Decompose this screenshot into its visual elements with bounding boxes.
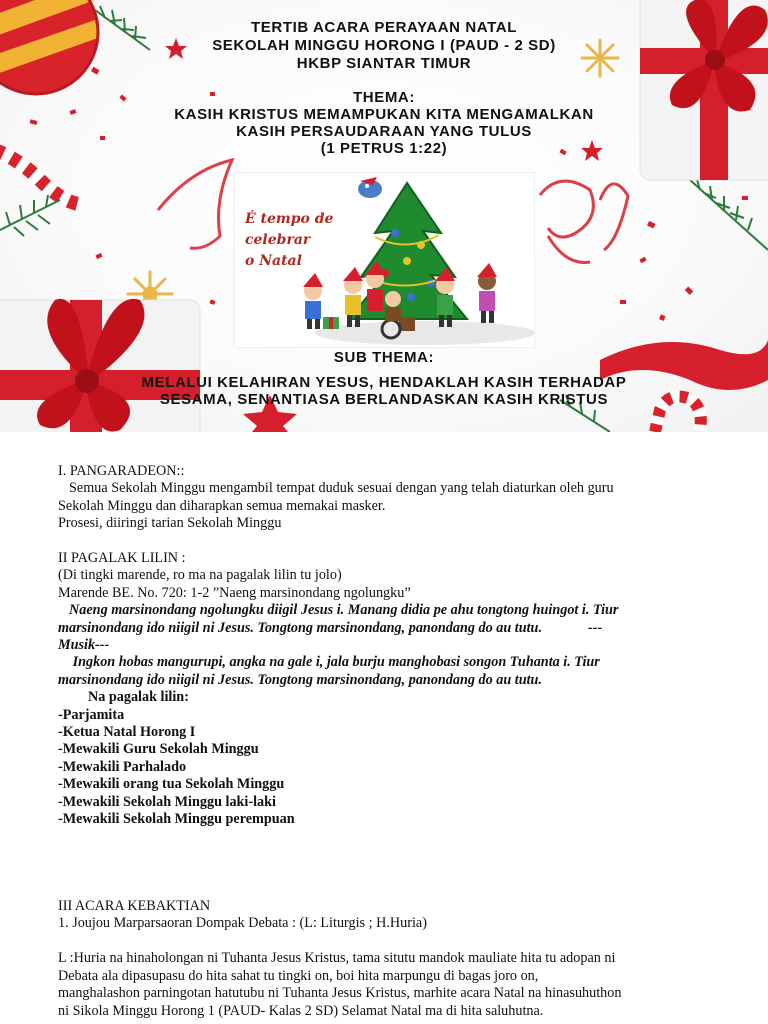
lighter-item: -Ketua Natal Horong I [58, 724, 196, 741]
thema-label: THEMA: [353, 89, 415, 106]
bullet-icon [58, 654, 69, 670]
thema-line-1: KASIH KRISTUS MEMAMPUKAN KITA MENGAMALKAN [174, 106, 594, 123]
bird-icon [358, 177, 382, 198]
christmas-tree-kids-illustration [235, 173, 534, 347]
verse-1-line-1: Naeng marsinondang ngolungku diigil Jesus i. Manang didia pe ahu tongtong huingot i. Tiur [58, 602, 608, 619]
section-1-line-1: Semua Sekolah Minggu mengambil tempat duduk sesuai dengan yang telah diaturkan oleh guru [58, 480, 603, 497]
title-line-3: HKBP SIANTAR TIMUR [296, 55, 472, 72]
section-2-hymn: Marende BE. No. 720: 1-2 ”Naeng marsinondang ngolungku” [58, 584, 411, 601]
lighter-item: -Mewakili Sekolah Minggu perempuan [58, 811, 295, 828]
sub-thema-line-1: MELALUI KELAHIRAN YESUS, HENDAKLAH KASIH TERHADAP [141, 374, 627, 391]
verse-2-line-1: Ingkon hobas mangurupi, angka na gale i, jala burju manghobasi songon Tuhanta i. Tiur [58, 654, 586, 671]
kid-figure-icon [303, 273, 323, 329]
kid-figure-icon [477, 263, 497, 323]
bullet-icon [58, 480, 69, 496]
document-body [58, 463, 718, 1020]
gift-box-icon [323, 317, 339, 329]
card-caption-line-3: o Natal [245, 253, 302, 269]
title-line-1: TERTIB ACARA PERAYAAN NATAL [251, 19, 517, 36]
lighters-label: Na pagalak lilin: [88, 689, 189, 706]
liturgy-line-3: manghalashon parningotan hatutubu ni Tuhanta Jesus Kristus, marhite acara Natal na hinasuhuthon [58, 985, 622, 1002]
thema-line-2: KASIH PERSAUDARAAN YANG TULUS [236, 123, 532, 140]
sub-thema-line-2: SESAMA, SENANTIASA BERLANDASKAN KASIH KRISTUS [159, 391, 609, 408]
sub-thema-label: SUB THEMA: [333, 349, 435, 366]
lighter-item: -Mewakili Sekolah Minggu laki-laki [58, 793, 276, 810]
liturgy-line-4: ni Sikola Minggu Horong 1 (PAUD- Kalas 2 SD) Selamat Natal ma di hita saluhutna. [58, 1002, 544, 1019]
liturgy-line-2: Debata ala dipasupasu do hita sahat tu tingki on, boi hita marpungu di bagas joro on, [58, 967, 539, 984]
candy-cane-icon [0, 150, 78, 204]
lighter-item: -Parjamita [58, 706, 125, 723]
verse-2-line-2: marsinondang ido niigil ni Jesus. Tongtong marsinondang, panondang do au tutu. [58, 671, 542, 688]
lighter-item: -Mewakili orang tua Sekolah Minggu [58, 776, 285, 793]
verse-1-line-2: marsinondang ido niigil ni Jesus. Tongtong marsinondang, panondang do au tutu. --- [58, 619, 603, 636]
christmas-illustration-card [234, 172, 535, 348]
section-3-heading: III ACARA KEBAKTIAN [58, 898, 211, 915]
section-2-heading: II PAGALAK LILIN : [58, 550, 186, 567]
header-banner [0, 0, 768, 432]
lighter-item: -Mewakili Guru Sekolah Minggu [58, 741, 259, 758]
section-1-line-3: Prosesi, diiringi tarian Sekolah Minggu [58, 515, 282, 532]
liturgy-line-1: L :Huria na hinaholongan ni Tuhanta Jesus Kristus, tama situtu mandok mauliate hita tu adopan ni [58, 950, 616, 967]
thema-line-3: (1 PETRUS 1:22) [320, 140, 448, 157]
card-caption-line-2: celebrar [245, 232, 311, 248]
verse-1-line-3: Musik--- [58, 637, 110, 654]
section-2-intro: (Di tingki marende, ro ma na pagalak lilin tu jolo) [58, 567, 342, 584]
title-line-2: SEKOLAH MINGGU HORONG I (PAUD - 2 SD) [212, 37, 556, 54]
section-1-heading: I. PANGARADEON:: [58, 463, 185, 479]
card-caption-line-1: É tempo de [245, 211, 334, 227]
bullet-icon [58, 602, 69, 618]
section-3-item-1: 1. Joujou Marparsaoran Dompak Debata : (L: Liturgis ; H.Huria) [58, 915, 427, 932]
section-1-line-2: Sekolah Minggu dan diharapkan semua memakai masker. [58, 497, 386, 514]
lighter-item: -Mewakili Parhalado [58, 758, 187, 775]
